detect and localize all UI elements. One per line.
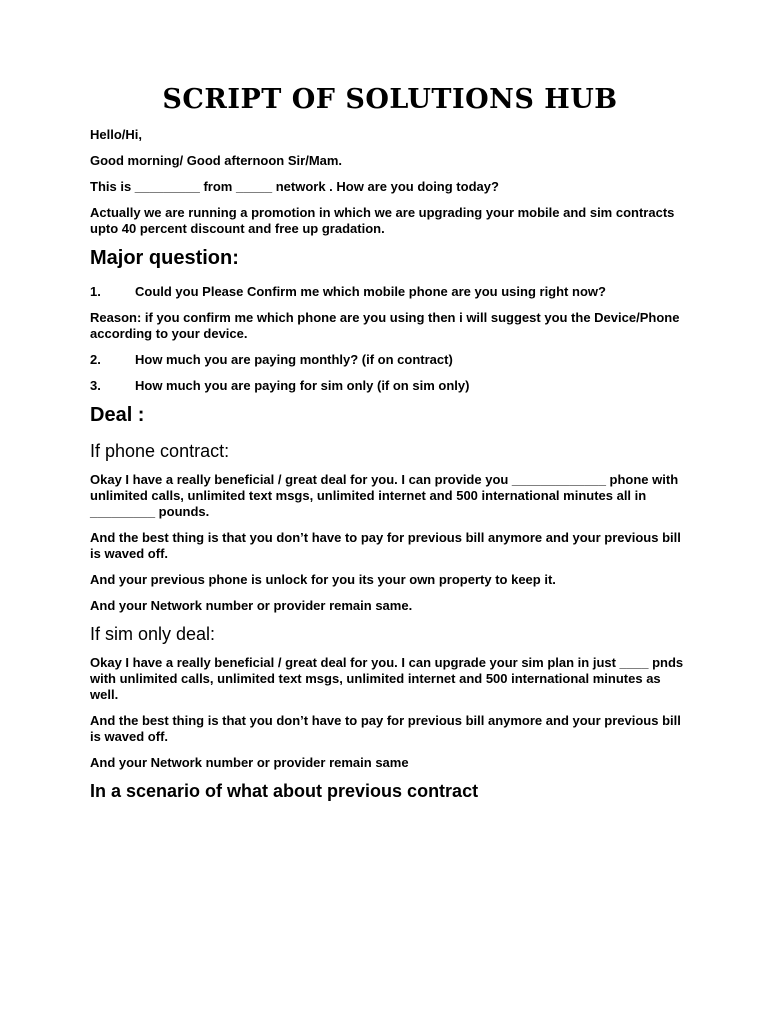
question-item [90, 284, 690, 300]
reason-text: Reason: if you confirm me which phone are you using then i will suggest you the Device/Phone according to your device. [90, 310, 680, 341]
deal-heading: Deal : [90, 404, 145, 426]
salutation-text: Good morning/ Good afternoon Sir/Mam. [90, 153, 343, 168]
document-title: SCRIPT OF SOLUTIONS HUB [162, 84, 618, 115]
sim-only-bill: And the best thing is that you don’t have to pay for previous bill anymore and your previous bill is waved off. [90, 713, 681, 744]
sim-only-heading: If sim only deal: [90, 624, 216, 644]
phone-contract-heading: If phone contract: [90, 441, 230, 461]
question-number: 2. [90, 352, 101, 367]
document-page [90, 84, 690, 812]
question-number: 1. [90, 284, 101, 299]
question-text: Could you Please Confirm me which mobile phone are you using right now? [135, 284, 606, 299]
scenario-heading: In a scenario of what about previous contract [90, 781, 479, 801]
sim-only-network: And your Network number or provider remain same [90, 755, 409, 770]
phone-contract-offer: Okay I have a really beneficial / great deal for you. I can provide you _____________ phone with unlimited calls, unlimited text msgs, unlimited internet and 500 international minutes all in _________ pounds. [90, 472, 679, 519]
major-question-heading: Major question: [90, 247, 239, 269]
question-item [90, 378, 690, 394]
question-text: How much you are paying for sim only (if on sim only) [135, 378, 470, 393]
phone-contract-unlock: And your previous phone is unlock for you its your own property to keep it. [90, 572, 556, 587]
sim-only-offer: Okay I have a really beneficial / great deal for you. I can upgrade your sim plan in just ____ pnds with unlimited calls, unlimited text msgs, unlimited internet and 500 international minutes as well. [90, 655, 684, 702]
intro-text: This is _________ from _____ network . How are you doing today? [90, 179, 499, 194]
promo-text: Actually we are running a promotion in which we are upgrading your mobile and sim contracts upto 40 percent discount and free up gradation. [90, 205, 675, 236]
question-item [90, 352, 690, 368]
greeting-text: Hello/Hi, [90, 127, 143, 142]
question-number: 3. [90, 378, 101, 393]
phone-contract-network: And your Network number or provider remain same. [90, 598, 413, 613]
phone-contract-bill: And the best thing is that you don’t have to pay for previous bill anymore and your previous bill is waved off. [90, 530, 681, 561]
question-text: How much you are paying monthly? (if on contract) [135, 352, 453, 367]
